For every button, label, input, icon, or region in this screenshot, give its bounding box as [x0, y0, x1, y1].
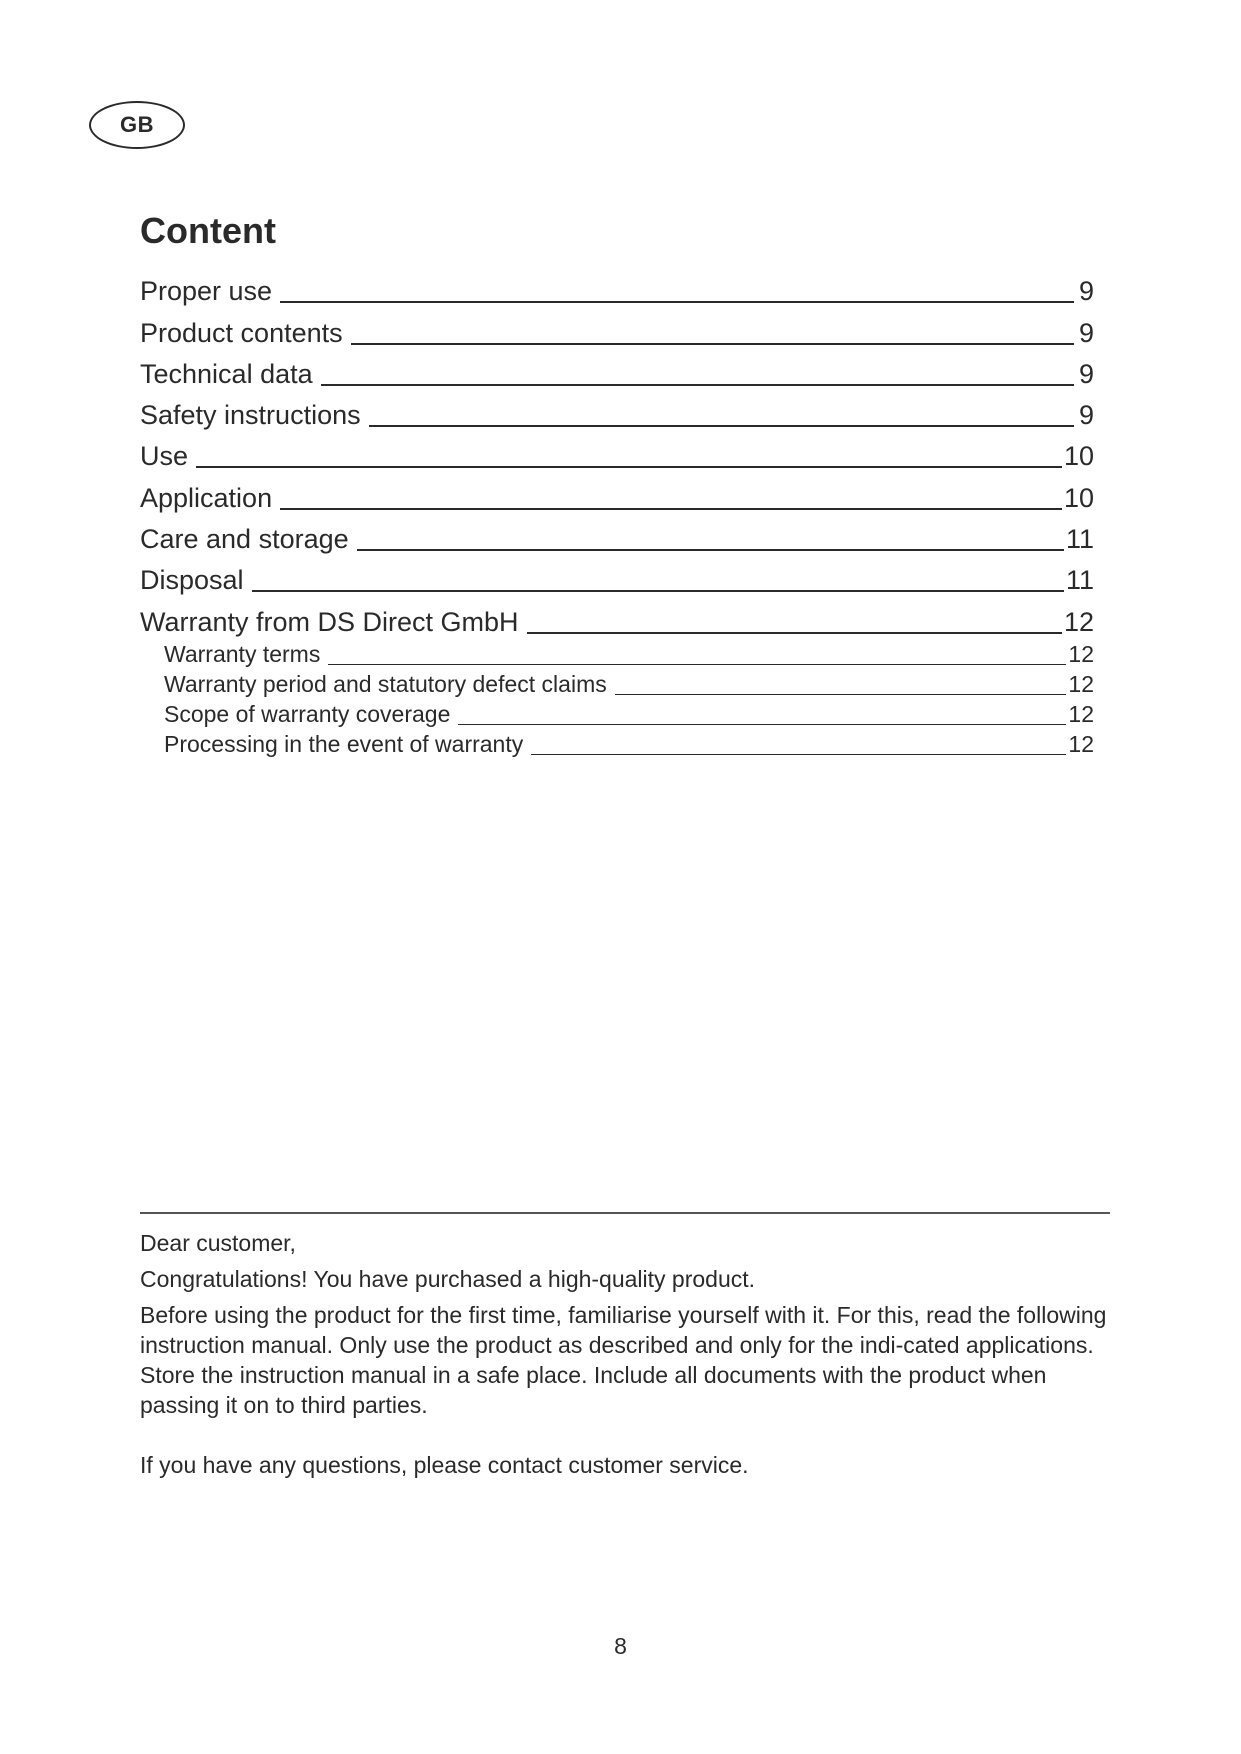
toc-entry-title: Product contents — [140, 317, 343, 348]
toc-subentry-title: Processing in the event of warranty — [164, 731, 524, 758]
toc-entry-disposal[interactable] — [140, 557, 1094, 598]
page-number: 8 — [614, 1633, 627, 1659]
toc-subentry-scope-of-coverage[interactable] — [140, 700, 1094, 730]
toc-leader-line — [351, 343, 1074, 345]
toc-leader-line — [280, 301, 1074, 303]
toc-entry-page: 9 — [1078, 400, 1094, 431]
toc-leader-line — [328, 664, 1066, 665]
toc-leader-line — [280, 508, 1062, 510]
toc-subentry-page: 12 — [1068, 701, 1094, 728]
toc-entry-title: Care and storage — [140, 524, 349, 555]
toc-entry-page: 11 — [1065, 565, 1094, 596]
toc-entry-title: Technical data — [140, 358, 313, 389]
toc-subentry-page: 12 — [1068, 640, 1094, 667]
toc-subentry-title: Scope of warranty coverage — [164, 701, 451, 728]
toc-entry-page: 12 — [1063, 606, 1094, 637]
toc-entry-page: 9 — [1078, 317, 1094, 348]
toc-leader-line — [252, 590, 1064, 592]
instructions-paragraph: Before using the product for the first time, familiarise yourself with it. For this, read the following instruction manual. Only use the product as described and only for the indi-cated applications. Store the instruction manual in a safe place. Include all documents with the product when passing it on to third parties. — [140, 1302, 1107, 1418]
toc-subentry-title: Warranty terms — [164, 640, 321, 667]
toc-entry-title: Proper use — [140, 276, 273, 307]
toc-entry-use[interactable] — [140, 433, 1094, 474]
toc-entry-product-contents[interactable] — [140, 309, 1094, 350]
contact-text: If you have any questions, please contact customer service. — [140, 1452, 749, 1478]
toc-leader-line — [357, 549, 1064, 551]
toc-subentry-processing[interactable] — [140, 730, 1094, 760]
toc-entry-page: 10 — [1063, 482, 1094, 513]
toc-subentry-warranty-terms[interactable] — [140, 640, 1094, 670]
toc-leader-line — [615, 694, 1067, 695]
toc-leader-line — [458, 724, 1066, 725]
toc-entry-title: Application — [140, 482, 273, 513]
toc-leader-line — [321, 384, 1074, 386]
toc-entry-page: 10 — [1063, 441, 1094, 472]
toc-entry-warranty[interactable] — [140, 598, 1094, 639]
toc-subentry-page: 12 — [1068, 731, 1094, 758]
toc-leader-line — [196, 466, 1062, 468]
intro-text — [140, 1228, 1110, 1480]
congratulations-text: Congratulations! You have purchased a high-quality product. — [140, 1266, 756, 1292]
toc-entry-proper-use[interactable] — [140, 268, 1094, 309]
toc-entry-title: Use — [140, 441, 189, 472]
toc-entry-title: Safety instructions — [140, 400, 361, 431]
toc-entry-title: Disposal — [140, 565, 244, 596]
language-badge: GB — [89, 101, 185, 149]
section-divider — [140, 1212, 1110, 1214]
toc-entry-technical-data[interactable] — [140, 351, 1094, 392]
toc-leader-line — [527, 632, 1062, 634]
toc-entry-safety-instructions[interactable] — [140, 392, 1094, 433]
toc-leader-line — [369, 425, 1074, 427]
toc-subentry-title: Warranty period and statutory defect claims — [164, 671, 607, 698]
toc-entry-page: 9 — [1078, 358, 1094, 389]
toc-subentry-page: 12 — [1068, 671, 1094, 698]
greeting-text: Dear customer, — [140, 1230, 296, 1256]
toc-subentry-warranty-period[interactable] — [140, 670, 1094, 700]
page-title: Content — [140, 210, 276, 251]
table-of-contents — [140, 268, 1094, 760]
toc-entry-care-and-storage[interactable] — [140, 516, 1094, 557]
toc-entry-page: 11 — [1065, 524, 1094, 555]
toc-leader-line — [531, 754, 1066, 755]
toc-entry-application[interactable] — [140, 474, 1094, 515]
toc-entry-title: Warranty from DS Direct GmbH — [140, 606, 519, 637]
toc-entry-page: 9 — [1078, 276, 1094, 307]
